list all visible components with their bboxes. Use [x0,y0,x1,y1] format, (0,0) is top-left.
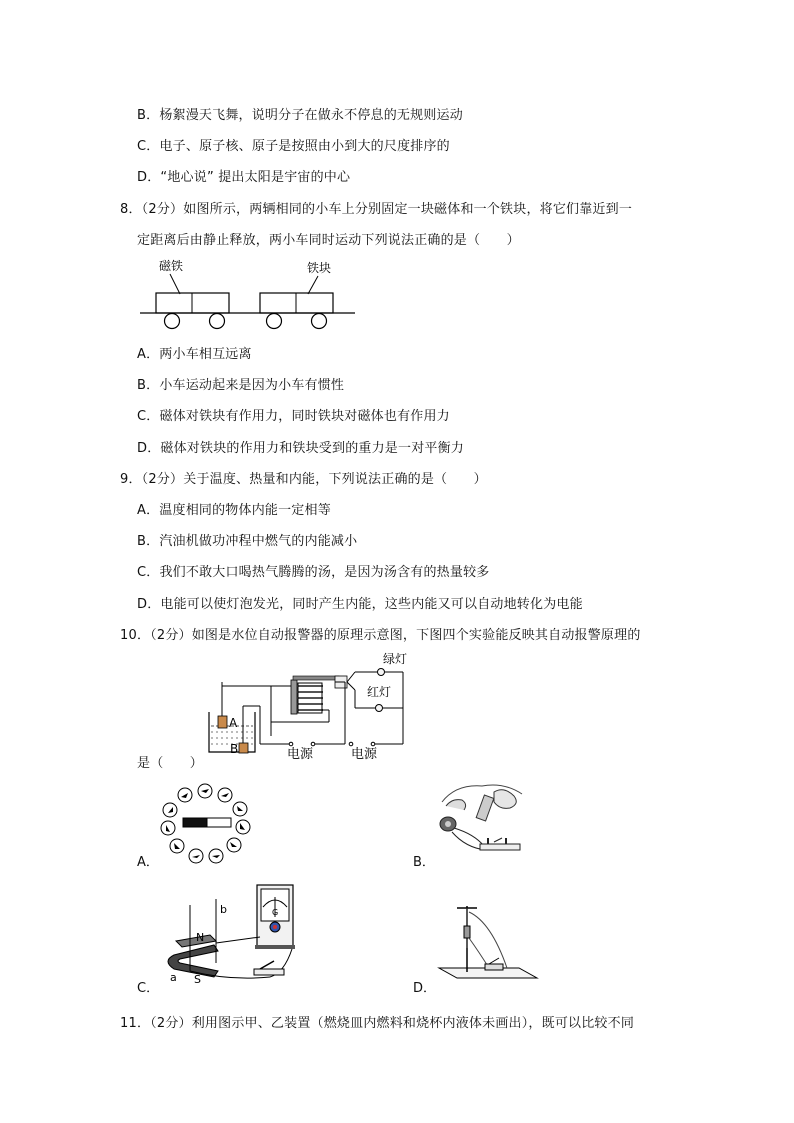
option-8d: D．磁体对铁块的作用力和铁块受到的重力是一对平衡力 [137,441,465,456]
red-light-label: 红灯 [367,685,392,699]
galvanometer-label: G [272,908,279,917]
choice-b-label: B． [413,855,435,870]
option-9b: B．汽油机做功冲程中燃气的内能减小 [137,534,358,549]
option-8a: A．两小车相互远离 [137,347,252,362]
option-9d: D．电能可以使灯泡发光，同时产生内能，这些内能又可以自动地转化为电能 [137,597,583,612]
option-9c: C．我们不敢大口喝热气腾腾的汤，是因为汤含有的热量较多 [137,565,490,580]
power-label-2: 电源 [351,747,378,762]
south-pole-label: S [194,973,201,986]
choice-c-figure [162,883,302,988]
alarm-circuit-figure [205,648,415,760]
option-8c: C．磁体对铁块有作用力，同时铁块对磁体也有作用力 [137,409,450,424]
wire-b-label: b [220,903,227,916]
north-pole-label: N [196,931,205,944]
electrode-a-label: A [229,716,238,730]
choice-c-label: C． [137,981,160,996]
question-9: 9．（2分）关于温度、热量和内能，下列说法正确的是（ ） [120,472,487,487]
choice-b-figure [432,780,532,862]
option-7b: B．杨絮漫天飞舞，说明分子在做永不停息的无规则运动 [137,108,463,123]
option-8b: B．小车运动起来是因为小车有惯性 [137,378,345,393]
option-7c: C．电子、原子核、原子是按照由小到大的尺度排序的 [137,139,450,154]
question-8-line1: 8．（2分）如图所示，两辆相同的小车上分别固定一块磁体和一个铁块，将它们靠近到一 [120,202,633,217]
power-label-1: 电源 [287,747,314,762]
question-10-line2: 是（ ） [137,756,204,771]
choice-a-figure [160,783,250,863]
carts-figure [140,256,355,331]
choice-d-figure [435,898,541,988]
iron-label: 铁块 [307,261,332,275]
question-11: 11．（2分）利用图示甲、乙装置（燃烧皿内燃料和烧杯内液体未画出），既可以比较不同 [120,1016,635,1031]
magnet-label: 磁铁 [159,259,184,273]
question-10-line1: 10．（2分）如图是水位自动报警器的原理示意图，下图四个实验能反映其自动报警原理的 [120,628,641,643]
choice-d-label: D． [413,981,437,996]
option-9a: A．温度相同的物体内能一定相等 [137,503,331,518]
choice-a-label: A． [137,855,159,870]
green-light-label: 绿灯 [383,652,408,666]
option-7d: D．“地心说” 提出太阳是宇宙的中心 [137,170,351,185]
electrode-b-label: B [230,742,239,756]
wire-a-label: a [170,971,177,984]
question-8-line2: 定距离后由静止释放，两小车同时运动下列说法正确的是（ ） [137,233,520,248]
